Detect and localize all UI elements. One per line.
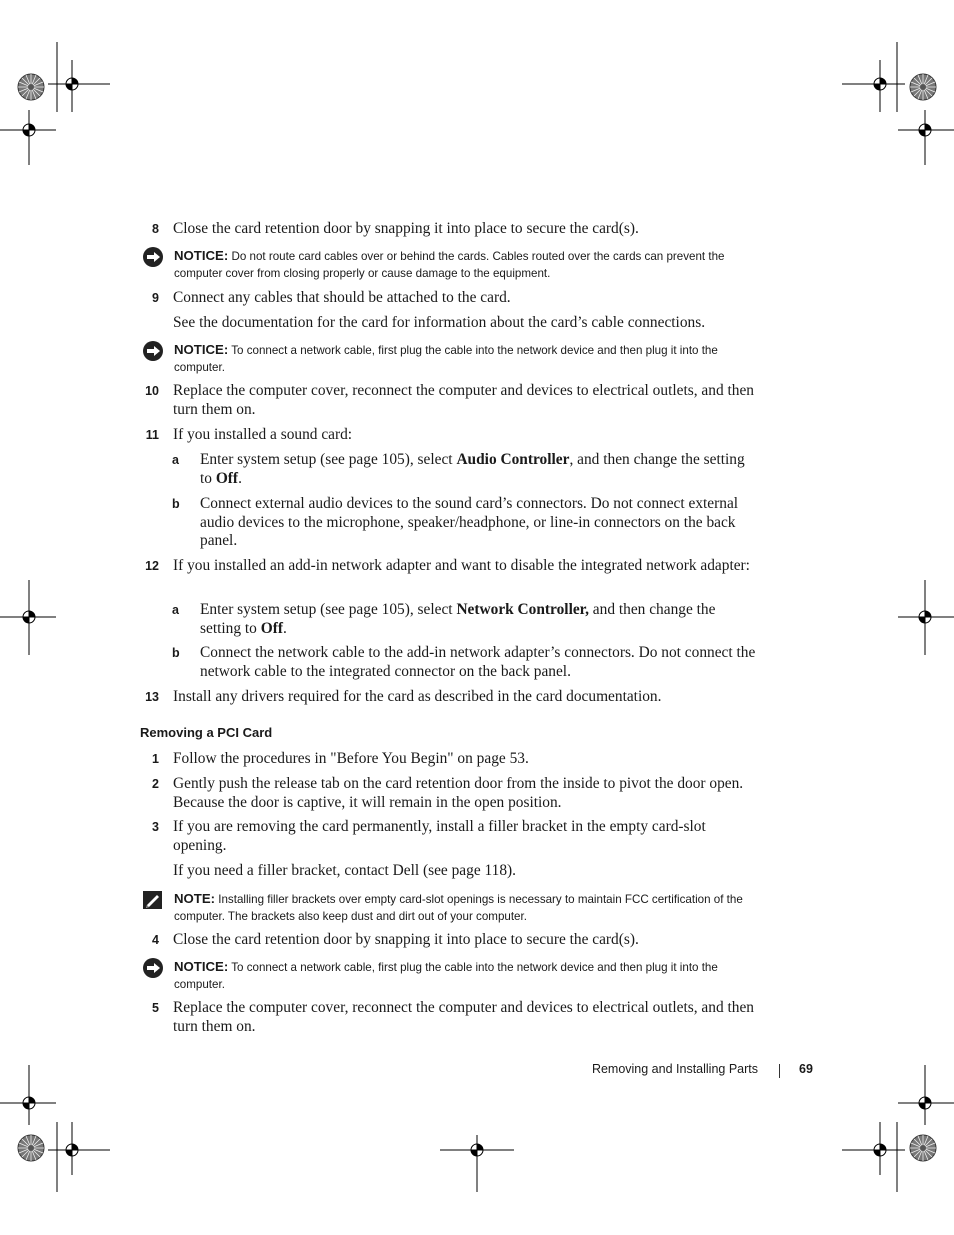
step-number: 8 [152, 222, 159, 236]
step-number: 9 [152, 291, 159, 305]
step-text: Close the card retention door by snapping it into place to secure the card(s). [173, 931, 639, 948]
notice-label: NOTICE: [174, 959, 229, 974]
step-number: 5 [152, 1001, 159, 1015]
step-number: 4 [152, 933, 159, 947]
step-text: If you installed an add-in network adapter and want to disable the integrated network adapter: [173, 557, 750, 574]
substep-text: Connect the network cable to the add-in network adapter’s connectors. Do not connect the network cable to the integrated connector on the back panel. [200, 644, 756, 680]
setup-value: Off [260, 619, 283, 637]
step-text: If you need a filler bracket, contact Dell (see page 118). [173, 862, 516, 879]
substep-letter: b [172, 646, 180, 660]
note-label: NOTE: [174, 891, 216, 906]
step-text: Replace the computer cover, reconnect the computer and devices to electrical outlets, and then turn them on. [173, 382, 754, 418]
footer-divider [779, 1064, 780, 1078]
step-text: Gently push the release tab on the card retention door from the inside to pivot the door open. Because the door is captive, it will remain in the open position. [173, 775, 744, 811]
step-text: See the documentation for the card for information about the card’s cable connections. [173, 314, 706, 331]
notice-icon [142, 957, 164, 979]
notice-text: To connect a network cable, first plug the cable into the network device and then plug it into the computer. [174, 344, 718, 374]
substep-text: Connect external audio devices to the sound card’s connectors. Do not connect external audio devices to the microphone, speaker/headphone, or line-in connectors on the back panel. [200, 495, 739, 549]
substep-text: Enter system setup (see page 105), select [200, 451, 457, 468]
step-number: 11 [145, 428, 159, 442]
step-number: 1 [152, 752, 159, 766]
substep-text: . [238, 469, 242, 487]
note-text: Installing filler brackets over empty card-slot openings is necessary to maintain FCC certification of the computer. The brackets also keep dust and dirt out of your computer. [174, 893, 743, 923]
notice-text: To connect a network cable, first plug the cable into the network device and then plug it into the computer. [174, 961, 718, 991]
substep-letter: a [172, 453, 179, 467]
step-number: 2 [152, 777, 159, 791]
setup-option: Network Controller, [456, 601, 589, 618]
step-text: Connect any cables that should be attached to the card. [173, 289, 511, 306]
notice-icon [142, 340, 164, 362]
substep-text: Enter system setup (see page 105), select [200, 601, 457, 618]
notice-text: Do not route card cables over or behind the cards. Cables routed over the cards can prevent the computer cover from closing properly or cause damage to the equipment. [174, 250, 725, 280]
setup-value: Off [215, 469, 239, 487]
notice-label: NOTICE: [174, 248, 229, 263]
notice-icon [142, 246, 164, 268]
footer-section-title: Removing and Installing Parts [591, 1062, 758, 1076]
step-text: If you installed a sound card: [173, 426, 353, 443]
step-number: 13 [145, 690, 159, 704]
substep-text: , and then change the setting to [200, 451, 745, 487]
notice-label: NOTICE: [174, 342, 229, 357]
step-number: 10 [145, 384, 159, 398]
step-number: 3 [152, 820, 159, 834]
note-pencil-icon [142, 889, 164, 911]
page-number: 69 [799, 1062, 813, 1076]
step-text: Close the card retention door by snapping it into place to secure the card(s). [173, 220, 639, 237]
substep-letter: b [172, 497, 180, 511]
step-text: Follow the procedures in "Before You Begin" on page 53. [173, 750, 529, 767]
substep-text: and then change the setting to [200, 601, 716, 637]
substep-text: . [282, 619, 287, 637]
step-text: Install any drivers required for the card as described in the card documentation. [173, 688, 662, 705]
section-heading: Removing a PCI Card [140, 725, 273, 740]
substep-letter: a [172, 603, 179, 617]
step-number: 12 [145, 559, 159, 573]
step-text: If you are removing the card permanently, install a filler bracket in the empty card-slot opening. [173, 818, 706, 854]
setup-option: Audio Controller [456, 451, 570, 468]
step-text: Replace the computer cover, reconnect the computer and devices to electrical outlets, and then turn them on. [173, 999, 754, 1035]
